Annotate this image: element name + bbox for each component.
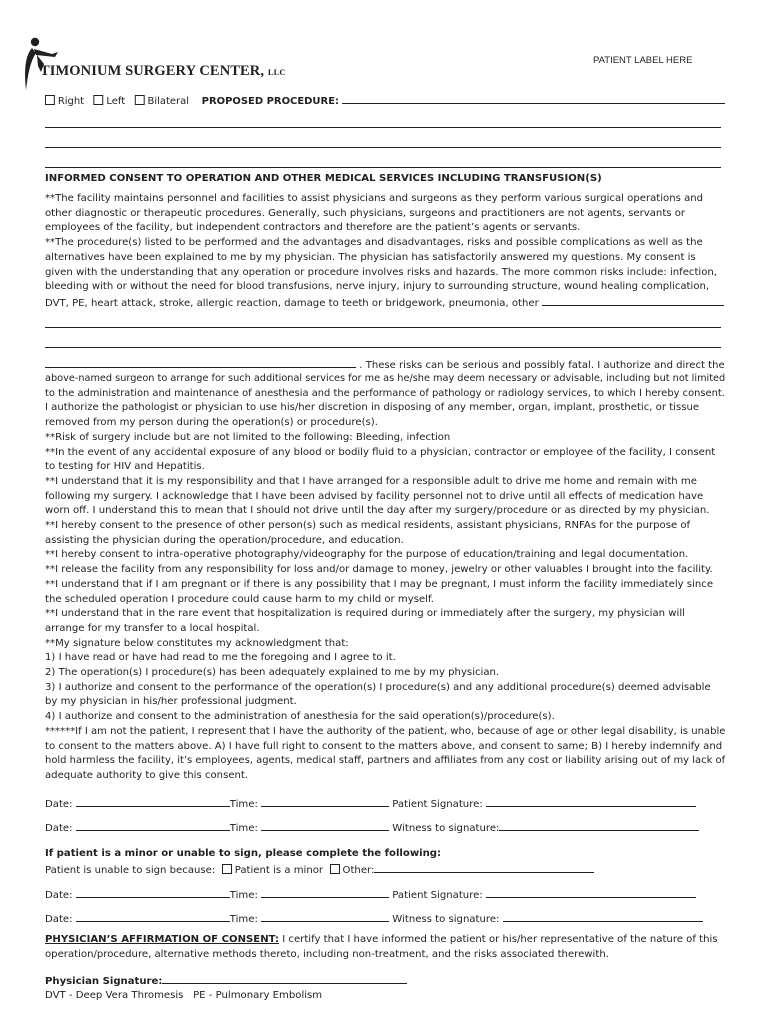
paragraph-line: **I understand that in the rare event that hospitalization is required during or immediately after the surgery, my physician will: [45, 608, 685, 620]
witness-signature-label: Witness to signature:: [392, 914, 500, 925]
other-risks-field[interactable]: [542, 295, 724, 306]
time-label: Time:: [229, 914, 258, 925]
paragraph-line: worn off. I understand this to mean that I should not drive until the day after my surgery/procedure or as directed by my physician.: [45, 505, 710, 517]
time-label: Time:: [229, 799, 258, 810]
procedure-field-line[interactable]: [45, 147, 721, 148]
unable-to-sign-label: Patient is unable to sign because:: [45, 865, 216, 876]
procedure-field-line[interactable]: [45, 167, 721, 168]
other-risks-line[interactable]: [45, 327, 721, 328]
paragraph-line: **The facility maintains personnel and facilities to assist physicians and surgeons as they perform various surgical operations and: [45, 193, 704, 204]
risks-tail-text: . These risks can be serious and possibly fatal. I authorize and direct the: [359, 360, 725, 371]
organization-name: [40, 63, 286, 80]
physician-signature-label: Physician Signature:: [45, 976, 163, 987]
date-label: Date:: [45, 914, 73, 925]
proposed-procedure-field[interactable]: [342, 93, 725, 104]
other-risks-field[interactable]: [45, 357, 356, 368]
minor-section-heading: If patient is a minor or unable to sign, please complete the following:: [45, 848, 442, 859]
paragraph-line: to testing for HIV and Hepatitis.: [45, 461, 205, 473]
paragraph-line: **In the event of any accidental exposure of any blood or bodily fluid to a physician, contractor or employee of the facility, I consent: [45, 446, 716, 458]
procedure-row: [45, 93, 725, 110]
time-field[interactable]: [261, 911, 389, 922]
paragraph-line: **I understand that it is my responsibility and that I have arranged for a responsible adult to drive me home and remain with me: [45, 475, 697, 487]
paragraph-line: alternatives have been explained to me by my physician. The physician has satisfactorily answered my questions. My consent is: [45, 251, 696, 263]
patient-signature-field[interactable]: [486, 796, 696, 807]
paragraph-line: assisting the physician during the operation/procedure, and education.: [45, 534, 404, 546]
date-field[interactable]: [76, 911, 230, 922]
bilateral-label: Bilateral: [147, 96, 190, 107]
date-field[interactable]: [76, 796, 230, 807]
right-checkbox[interactable]: [45, 95, 55, 105]
guardian-signature-row: [45, 887, 696, 904]
risks-list-text: DVT, PE, heart attack, stroke, allergic reaction, damage to teeth or bridgework, pneumonia, other: [45, 297, 539, 309]
patient-signature-row: [45, 796, 696, 813]
witness-signature-field[interactable]: [499, 820, 699, 831]
paragraph-line: **The procedure(s) listed to be performed and the advantages and disadvantages, risks and possible complications as well as the: [45, 237, 703, 249]
pe-abbreviation: PE - Pulmonary Embolism: [193, 990, 323, 1001]
paragraph-line: 2) The operation(s) I procedure(s) has been adequately explained to me by my physician.: [45, 667, 500, 678]
witness-signature-field[interactable]: [503, 911, 703, 922]
paragraph-line: removed from my person during the operation(s) or procedure(s).: [45, 417, 378, 429]
date-field[interactable]: [76, 887, 230, 898]
other-checkbox[interactable]: [330, 864, 340, 874]
patient-signature-label: Patient Signature:: [392, 799, 483, 810]
paragraph-line: 1) I have read or have had read to me the foregoing and I agree to it.: [45, 652, 396, 664]
other-reason-field[interactable]: [374, 862, 594, 873]
paragraph-line: adequate authority to give this consent.: [45, 769, 249, 781]
physician-signature-field[interactable]: [162, 973, 407, 984]
time-field[interactable]: [261, 887, 389, 898]
paragraph-line: above-named surgeon to arrange for such additional services for me as he/she may deem necessary or advisable, including but not limited: [45, 373, 726, 384]
patient-signature-label: Patient Signature:: [392, 890, 483, 901]
physician-affirmation-line2: operation/procedure, alternative methods thereto, including non-treatment, and the risks associated therewith.: [45, 949, 609, 960]
paragraph-line: to the administration and maintenance of anesthesia and the performance of pathology or radiology services, to which I hereby consent.: [45, 387, 725, 399]
time-label: Time:: [229, 823, 258, 834]
other-option-label: Other:: [342, 865, 375, 876]
left-label: Left: [106, 96, 126, 107]
witness-signature-label: Witness to signature:: [392, 823, 500, 834]
paragraph-line: 3) I authorize and consent to the performance of the operation(s) I procedure(s) and any additional procedure(s) deemed advisable: [45, 681, 711, 693]
paragraph-line: to consent to the matters above. A) I have full right to consent to the matters above, and consent to same; B) I hereby indemnify and: [45, 740, 723, 752]
unable-to-sign-row: [45, 862, 594, 879]
time-field[interactable]: [261, 820, 389, 831]
physician-signature-row: [45, 973, 407, 990]
date-label: Date:: [45, 823, 73, 834]
paragraph-line: **Risk of surgery include but are not limited to the following: Bleeding, infection: [45, 431, 451, 443]
right-label: Right: [57, 96, 85, 107]
org-suffix-text: LLC: [267, 67, 286, 77]
minor-option-label: Patient is a minor: [234, 865, 324, 876]
paragraph-line: following my surgery. I acknowledge that I have been advised by facility personnel not to drive until all effects of medication have: [45, 490, 704, 502]
guardian-witness-row: [45, 911, 703, 928]
date-field[interactable]: [76, 820, 230, 831]
paragraph-line: **I hereby consent to the presence of other person(s) such as medical residents, assistant physicians, RNFAs for the purpose of: [45, 520, 691, 531]
patient-signature-field[interactable]: [486, 887, 696, 898]
paragraph-line: arrange for my transfer to a local hospital.: [45, 622, 260, 634]
witness-signature-row: [45, 820, 699, 837]
paragraph-line: **I release the facility from any responsibility for loss and/or damage to money, jewelry or other valuables I brought into the facility.: [45, 564, 713, 576]
paragraph-line: **I hereby consent to intra-operative photography/videography for the purpose of education/training and legal documentation.: [45, 549, 689, 561]
paragraph-line: employees of the facility, but independent contractors and therefore are the patient’s agents or servants.: [45, 222, 581, 234]
paragraph-line: I authorize the pathologist or physician to use his/her discretion in disposing of any member, organ, implant, prosthetic, or tissue: [45, 402, 700, 414]
paragraph-line: ******If I am not the patient, I represent that I have the authority of the patient, who, because of age or other legal disability, is unable: [45, 725, 726, 737]
minor-checkbox[interactable]: [222, 864, 232, 874]
dvt-abbreviation: DVT - Deep Vera Thromesis: [45, 990, 184, 1001]
physician-affirmation-row: [45, 933, 718, 948]
physician-affirmation-label: PHYSICIAN’S AFFIRMATION OF CONSENT:: [45, 934, 280, 945]
paragraph-line: bleeding with or without the need for blood transfusions, nerve injury, injury to surrounding structure, wound healing complication,: [45, 281, 710, 293]
paragraph-line: hold harmless the facility, it’s employees, agents, medical staff, partners and affiliates from any cost or liability arising out of my lack of: [45, 755, 726, 767]
paragraph-line: given with the understanding that any operation or procedure involves risks and hazards. The more common risks include: infection,: [45, 266, 718, 278]
physician-affirmation-text: I certify that I have informed the patient or his/her representative of the nature of this: [282, 934, 718, 945]
risks-other-row: [45, 295, 724, 312]
consent-title: INFORMED CONSENT TO OPERATION AND OTHER MEDICAL SERVICES INCLUDING TRANSFUSION(S): [45, 173, 602, 184]
left-checkbox[interactable]: [94, 95, 104, 105]
date-label: Date:: [45, 890, 73, 901]
time-label: Time:: [229, 890, 258, 901]
patient-label-placeholder: PATIENT LABEL HERE: [593, 55, 693, 66]
paragraph-line: by my physician in his/her professional judgment.: [45, 696, 297, 708]
paragraph-line: the scheduled operation I procedure could cause harm to my child or myself.: [45, 593, 435, 605]
proposed-procedure-label: PROPOSED PROCEDURE:: [201, 96, 339, 107]
paragraph-line: **I understand that if I am pregnant or if there is any possibility that I may be pregnant, I must inform the facility immediately since: [45, 578, 714, 590]
paragraph-line: other diagnostic or therapeutic procedures. Generally, such physicians, surgeons and practitioners are not agents, servants or: [45, 207, 686, 219]
other-risks-line[interactable]: [45, 347, 721, 348]
abbreviations-footer: [45, 989, 322, 1004]
time-field[interactable]: [261, 796, 389, 807]
paragraph-line: 4) I authorize and consent to the administration of anesthesia for the said operation(s)/procedure(s).: [45, 711, 555, 723]
org-name-text: TIMONIUM SURGERY CENTER,: [40, 63, 265, 79]
paragraph-line: **My signature below constitutes my acknowledgment that:: [45, 637, 349, 649]
bilateral-checkbox[interactable]: [135, 95, 145, 105]
date-label: Date:: [45, 799, 73, 810]
procedure-field-line[interactable]: [45, 127, 721, 128]
